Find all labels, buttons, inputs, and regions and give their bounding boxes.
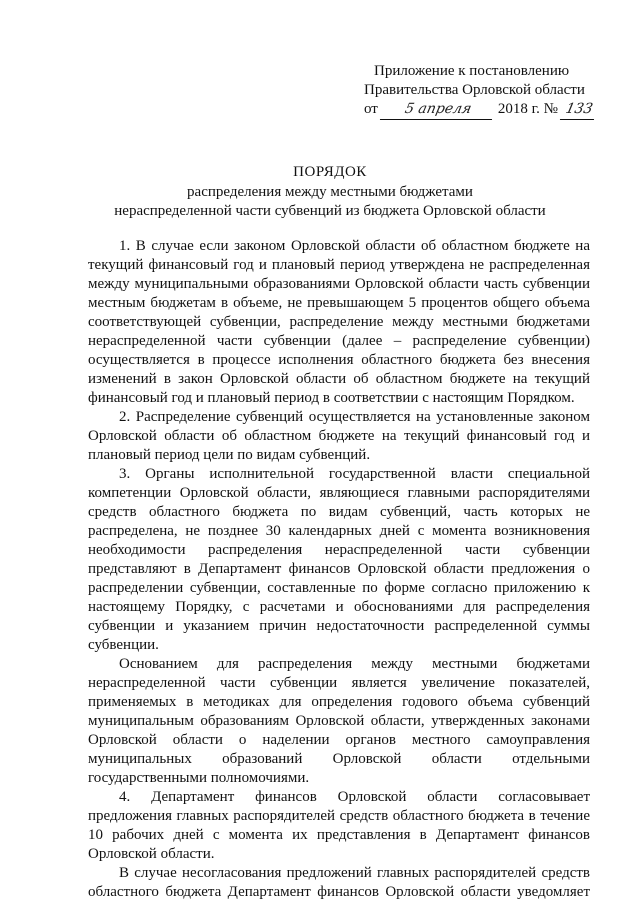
title-subtitle-1: распределения между местными бюджетами (187, 184, 473, 200)
annex-date-line (364, 100, 614, 120)
handwritten-number: 133 (560, 100, 598, 120)
title-subtitle-2: нераспределенной части субвенций из бюджета Орловской области (114, 203, 546, 219)
document-body (88, 237, 590, 902)
paragraph-4: 4. Департамент финансов Орловской области согласовывает предложения главных распорядителей средств областного бюджета в течение 10 рабочих дней с момента их представления в Департамент финансов Орловской области. (88, 789, 590, 862)
paragraph-2: 2. Распределение субвенций осуществляется на установленные законом Орловской области об областном бюджете на текущий финансовый год и плановый период цели по видам субвенций. (88, 409, 590, 463)
annex-line-2: Правительства Орловской области (364, 82, 585, 98)
paragraph-1: 1. В случае если законом Орловской области об областном бюджете на текущий финансовый год и плановый период утверждена не распределенная между муниципальными образованиями Орловской области часть субвенции местным бюджетам в объеме, не превышающем 5 процентов общего объема соответствующей субвенции, распределение между местными бюджетами нераспределенной части субвенции (далее – распределение субвенции) осуществляется в процессе исполнения областного бюджета без внесения изменений в закон Орловской области об областном бюджете на текущий финансовый год и плановый период в соответствии с настоящим Порядком. (88, 238, 590, 406)
annex-prefix: от (364, 101, 378, 117)
handwritten-date: 5 апреля (380, 100, 496, 120)
annex-header (364, 62, 614, 120)
paragraph-4-continued: В случае несогласования предложений главных распорядителей средств областного бюджета Департамент финансов Орловской области уведомляет (88, 865, 590, 900)
document-title (70, 163, 590, 221)
paragraph-3: 3. Органы исполнительной государственной власти специальной компетенции Орловской области, являющиеся главными распорядителями средств областного бюджета по видам субвенций, часть которых не распределена, не позднее 30 календарных дней с момента возникновения необходимости распределения нераспределенной части субвенции представляют в Департамент финансов Орловской области предложения о распределении субвенции, составленные по форме согласно приложению к настоящему Порядку, с расчетами и обоснованиями для распределения субвенции и указанием причин недостаточности распределенной суммы субвенции. (88, 466, 590, 653)
title-main: ПОРЯДОК (293, 164, 367, 180)
annex-line-1: Приложение к постановлению (374, 63, 570, 79)
annex-year-text: 2018 г. № (497, 101, 558, 117)
paragraph-3-continued: Основанием для распределения между местными бюджетами нераспределенной части субвенции является увеличение показателей, применяемых в методиках для определения годового объема субвенций муниципальным образованиям Орловской области, утвержденных законами Орловской области о наделении органов местного самоуправления муниципальных образований Орловской области отдельными государственными полномочиями. (88, 656, 590, 786)
